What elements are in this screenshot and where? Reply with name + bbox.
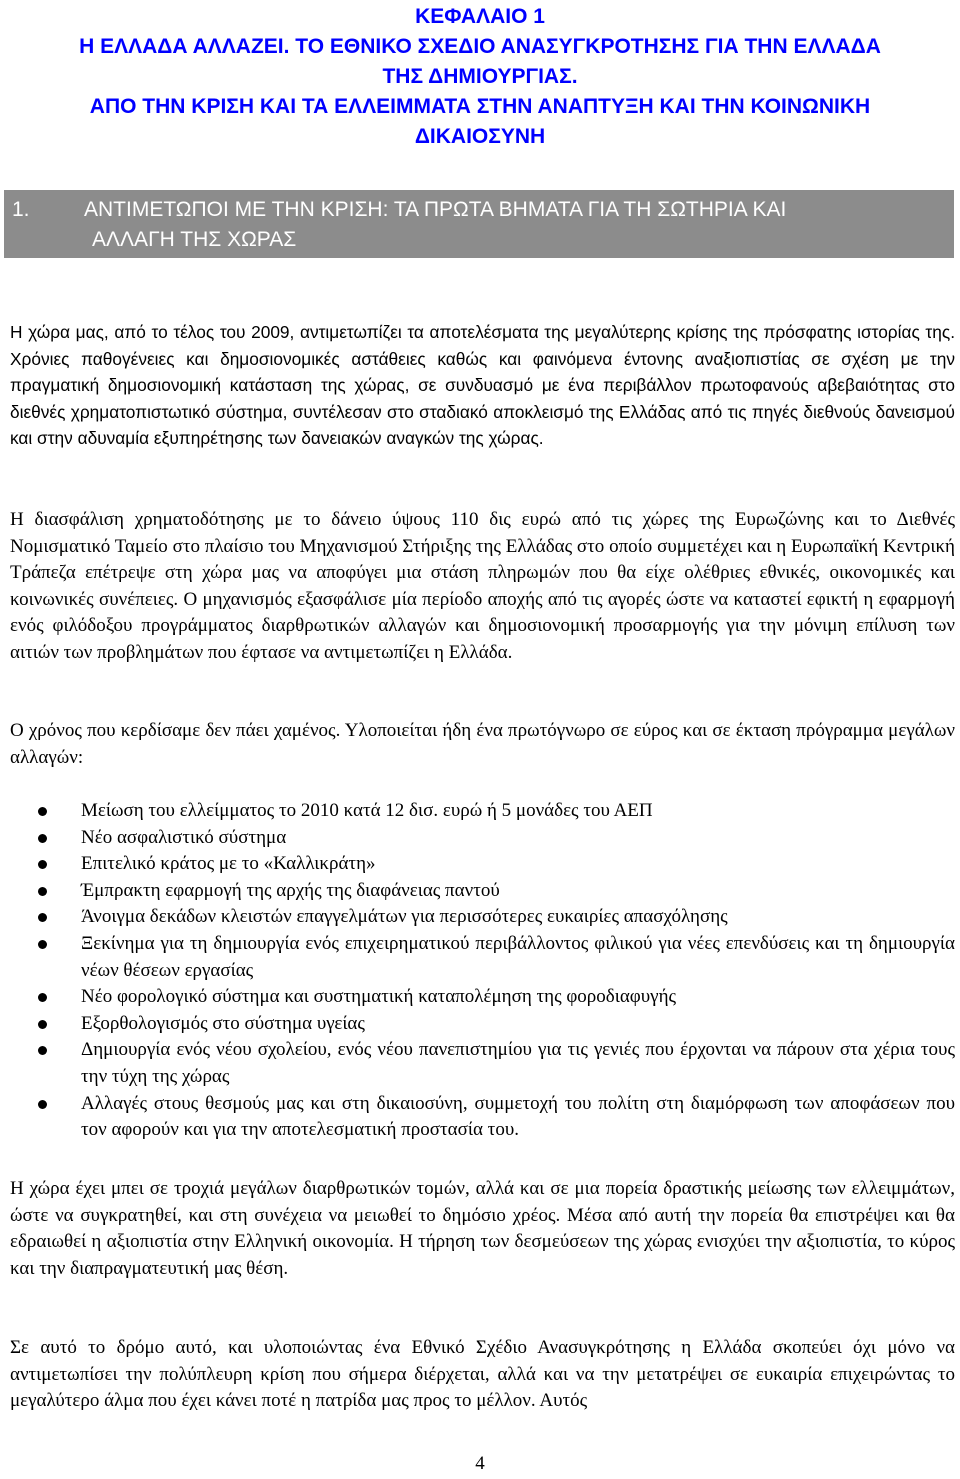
chapter-subtitle-line-2: ΔΙΚΑΙΟΣΥΝΗ	[414, 125, 546, 148]
chapter-title-line-2: ΤΗΣ ΔΗΜΙΟΥΡΓΙΑΣ.	[382, 65, 578, 88]
paragraph-trajectory: Η χώρα έχει μπει σε τροχιά μεγάλων διαρθρωτικών τομών, αλλά και σε μια πορεία δραστικής μείωσης των ελλειμμάτων, ώστε να συγκρατηθεί, και στη συνέχεια να μειωθεί το δημόσιο χρέος. Μέσα από αυτή την πορεία θα επιστρέψει και θα εδραιωθεί η αξιοπιστία στην Ελληνική οικονομία. Η τήρηση των δεσμεύσεων της χώρας ενισχύει την αξιοπιστία, το κύρος και την διαπραγματευτική μας θέση.	[10, 1178, 955, 1279]
paragraph-loan-mechanism: Η διασφάλιση χρηματοδότησης με το δάνειο ύψους 110 δις ευρώ από τις χώρες της Ευρωζώνης και το Διεθνές Νομισματικό Ταμείο στο πλαίσιο του Μηχανισμού Στήριξης της Ελλάδας στο οποίο συμμετέχει και η Ευρωπαϊκή Κεντρική Τράπεζα επέτρεψε στη χώρα μας να αποφύγει μια στάση πληρωμών που θα είχε ολέθριες εθνικές, οικονομικές και κοινωνικές συνέπειες. Ο μηχανισμός εξασφάλισε μία περίοδο αποχής από τις αγορές ώστε να καταστεί εφικτή η εφαρμογή ενός φιλόδοξου προγράμματος διαρθρωτικών αλλαγών και δημοσιονομική προσαρμογής για την μόνιμη επίλυση των αιτιών των προβλημάτων που έφτασε να αντιμετωπίζει η Ελλάδα.	[10, 509, 955, 663]
bullet-icon	[38, 913, 47, 922]
paragraph-crisis-intro: Η χώρα μας, από το τέλος του 2009, αντιμετωπίζει τα αποτελέσματα της μεγαλύτερης κρίσης της πρόσφατης ιστορίας της. Χρόνιες παθογένειες και δημοσιονομικές αστάθειες καθώς και φαινόμενα έντονης αναξιοπιστίας σε σχέση με την πραγματική δημοσιονομική κατάσταση της χώρας, σε συνδυασμό με ένα περιβάλλον πρωτοφανούς αβεβαιότητας στο διεθνές χρηματοπιστωτικό σύστημα, συντέλεσαν στο σταδιακό αποκλεισμό της Ελλάδας από τις πηγές διεθνούς δανεισμού και στην αδυναμία εξυπηρέτησης των δανειακών αναγκών της χώρας.	[10, 322, 955, 449]
paragraph-program-intro: Ο χρόνος που κερδίσαμε δεν πάει χαμένος. Υλοποιείται ήδη ένα πρωτόγνωρο σε εύρος και σε έκταση πρόγραμμα μεγάλων αλλαγών:	[10, 720, 955, 768]
bullet-icon	[38, 887, 47, 896]
section-title-line-1: ΑΝΤΙΜΕΤΩΠΟΙ ΜΕ ΤΗΝ ΚΡΙΣΗ: ΤΑ ΠΡΩΤΑ ΒΗΜΑΤΑ ΓΙΑ ΤΗ ΣΩΤΗΡΙΑ ΚΑΙ	[84, 198, 787, 221]
bullet-icon	[38, 1100, 47, 1109]
list-item: Αλλαγές στους θεσμούς μας και στη δικαιοσύνη, συμμετοχή του πολίτη στη διαμόρφωση των αποφάσεων που τον αφορούν και για την αποτελεσματική προστασία του.	[10, 1091, 955, 1144]
list-item: Εξορθολογισμός στο σύστημα υγείας	[10, 1011, 955, 1038]
bullet-icon	[38, 1046, 47, 1055]
bullet-icon	[38, 807, 47, 816]
bullet-icon	[38, 1020, 47, 1029]
bullet-icon	[38, 834, 47, 843]
bullet-icon	[38, 993, 47, 1002]
list-item: Δημιουργία ενός νέου σχολείου, ενός νέου πανεπιστημίου για τις γενιές που έρχονται να πάρουν στα χέρια τους την τύχη της χώρας	[10, 1037, 955, 1090]
bullet-icon	[38, 860, 47, 869]
list-item: Έμπρακτη εφαρμογή της αρχής της διαφάνειας παντού	[10, 878, 955, 905]
list-item: Ξεκίνημα για τη δημιουργία ενός επιχειρηματικού περιβάλλοντος φιλικού για νέες επενδύσεις και τη δημιουργία νέων θέσεων εργασίας	[10, 931, 955, 984]
list-item: Άνοιγμα δεκάδων κλειστών επαγγελμάτων για περισσότερες ευκαιρίες απασχόλησης	[10, 904, 955, 931]
bullet-icon	[38, 940, 47, 949]
chapter-heading	[0, 2, 960, 152]
page-number: 4	[475, 1453, 485, 1474]
section-title-line-2: ΑΛΛΑΓΗ ΤΗΣ ΧΩΡΑΣ	[92, 228, 297, 251]
list-item: Επιτελικό κράτος με το «Καλλικράτη»	[10, 851, 955, 878]
list-item: Μείωση του ελλείμματος το 2010 κατά 12 δισ. ευρώ ή 5 μονάδες του ΑΕΠ	[10, 798, 955, 825]
chapter-title-line-1: Η ΕΛΛΑΔΑ ΑΛΛΑΖΕΙ. ΤΟ ΕΘΝΙΚΟ ΣΧΕΔΙΟ ΑΝΑΣΥΓΚΡΟΤΗΣΗΣ ΓΙΑ ΤΗΝ ΕΛΛΑΔΑ	[79, 35, 881, 58]
list-item: Νέο φορολογικό σύστημα και συστηματική καταπολέμηση της φοροδιαφυγής	[10, 984, 955, 1011]
section-number: 1.	[12, 198, 30, 221]
reforms-list	[10, 798, 955, 1144]
section-heading	[4, 190, 954, 258]
paragraph-national-plan: Σε αυτό το δρόμο αυτό, και υλοποιώντας ένα Εθνικό Σχέδιο Ανασυγκρότησης η Ελλάδα σκοπεύει όχι μόνο να αντιμετωπίσει την πολύπλευρη κρίση που σήμερα διέρχεται, αλλά και να την μετατρέψει σε ευκαιρία επιχειρώντας το μεγαλύτερο άλμα που έχει κάνει ποτέ η πατρίδα μας προς το μέλλον. Αυτός	[10, 1337, 955, 1412]
chapter-label: ΚΕΦΑΛΑΙΟ 1	[415, 5, 545, 28]
chapter-subtitle-line-1: ΑΠΟ ΤΗΝ ΚΡΙΣΗ ΚΑΙ ΤΑ ΕΛΛΕΙΜΜΑΤΑ ΣΤΗΝ ΑΝΑΠΤΥΞΗ ΚΑΙ ΤΗΝ ΚΟΙΝΩΝΙΚΗ	[89, 95, 871, 118]
list-item: Νέο ασφαλιστικό σύστημα	[10, 825, 955, 852]
